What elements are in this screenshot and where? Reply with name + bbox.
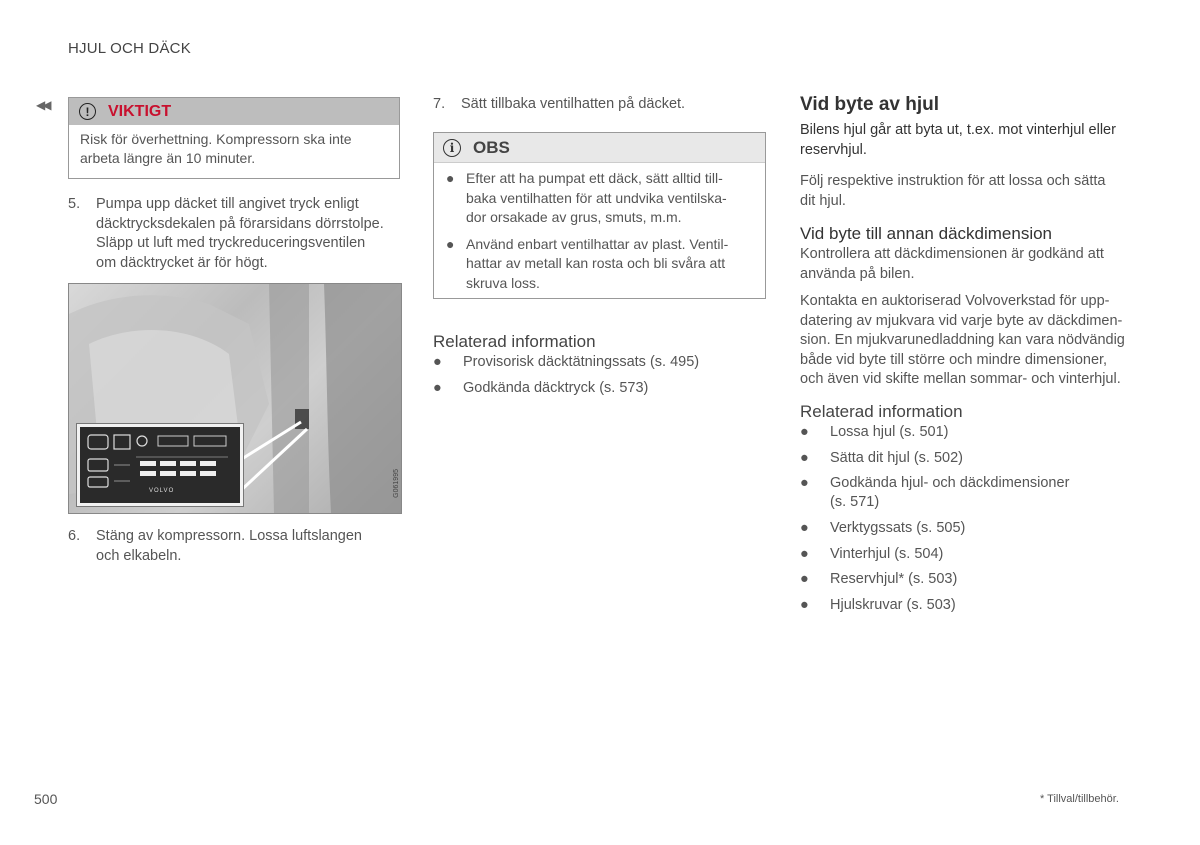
step-text [96,195,384,273]
warning-line: arbeta längre än 10 minuter. [80,150,256,166]
tire-pressure-label-photo [68,283,402,514]
bullet-icon: ● [446,235,455,252]
bullet-icon: ● [433,379,442,396]
related-link-label: Vinterhjul (s. 504) [830,545,944,562]
info-icon: i [443,139,461,157]
paragraph-line: Kontrollera att däckdimensionen är godkänd att [800,246,1104,262]
related-link[interactable] [433,353,763,379]
warning-text [69,125,399,173]
note-box [433,132,766,299]
bullet-icon: ● [800,571,809,587]
step-line: däcktrycksdekalen på förarsidans dörrstolpe. [96,215,384,232]
paragraph-2 [800,245,1145,284]
lead-line: reservhjul. [800,141,867,158]
bullet-icon: ● [433,354,442,370]
related-link[interactable] [800,474,1145,519]
paragraph-1 [800,172,1145,211]
related-info-list [433,353,763,404]
related-link-label: Hjulskruvar (s. 503) [830,596,956,613]
step-text: Sätt tillbaka ventilhatten på däcket. [461,96,686,112]
step-number: 5. [68,196,81,212]
note-line: dor orsakade av grus, smuts, m.m. [466,209,682,225]
related-link[interactable] [800,449,1145,475]
section-title: Vid byte av hjul [800,94,940,115]
step-text [96,527,362,566]
paragraph-line: Följ respektive instruktion för att lossa och sätta [800,173,1106,189]
bullet-icon: ● [446,170,455,186]
bullet-icon: ● [800,545,809,562]
related-link-label: Reservhjul* (s. 503) [830,571,958,587]
note-list [446,169,758,300]
footnote: * Tillval/tillbehör. [1040,793,1119,805]
bullet-icon: ● [800,596,809,613]
related-link[interactable] [800,596,1145,622]
related-info-heading: Relaterad information [800,402,963,421]
step-number: 6. [68,528,81,544]
paragraph-line: dit hjul. [800,192,846,209]
step-7 [433,95,773,115]
paragraph-3 [800,292,1145,390]
step-line: och elkabeln. [96,547,182,564]
paragraph-line: både vid byte till större och mindre dimensioner, [800,351,1108,368]
related-link[interactable] [433,379,763,405]
related-link-label: Godkända däcktryck (s. 573) [463,379,649,396]
paragraph-line: och även vid skifte mellan sommar- och vinterhjul. [800,371,1121,387]
warning-box [68,97,400,179]
decal-brand: VOLVO [149,488,175,494]
page-number: 500 [34,791,58,807]
related-link[interactable] [800,519,1145,545]
note-line: baka ventilhatten för att undvika ventilska- [466,189,727,206]
note-header [434,133,765,163]
image-code: G061995 [393,469,400,498]
paragraph-line: datering av mjukvara vid varje byte av däckdimen- [800,312,1123,329]
bullet-icon: ● [800,520,809,536]
bullet-icon: ● [800,424,809,440]
warning-title: VIKTIGT [108,102,172,120]
paragraph-line: Kontakta en auktoriserad Volvoverkstad för upp- [800,293,1110,309]
step-6 [68,527,408,567]
related-link-label: Godkända hjul- och däckdimensioner [830,475,1070,491]
bullet-icon: ● [800,449,809,466]
subsection-title: Vid byte till annan däckdimension [800,224,1053,243]
note-line: Efter att ha pumpat ett däck, sätt alltid till- [466,170,723,186]
paragraph-line: sion. En mjukvarunedladdning kan vara nödvändig [800,332,1125,348]
step-line: om däcktrycket är för högt. [96,254,268,271]
step-5 [68,195,408,275]
step-number: 7. [433,96,446,112]
note-item [446,235,758,294]
related-link-label: Lossa hjul (s. 501) [830,424,949,440]
paragraph-line: använda på bilen. [800,265,915,282]
bullet-icon: ● [800,475,809,491]
note-line: hattar av metall kan rosta och bli svåra att [466,255,726,271]
note-title: OBS [473,137,510,157]
related-link-label: Provisorisk däcktätningssats (s. 495) [463,354,700,370]
step-line: Stäng av kompressorn. Lossa luftslangen [96,528,362,544]
step-line: Släpp ut luft med tryckreduceringsventilen [96,235,366,251]
warning-icon: ! [79,103,96,120]
page-header: HJUL OCH DÄCK [68,40,191,57]
related-link[interactable] [800,570,1145,596]
section-lead [800,121,1140,160]
related-link[interactable] [800,423,1145,449]
note-line: Använd enbart ventilhattar av plast. Ventil- [466,235,729,252]
warning-line: Risk för överhettning. Kompressorn ska inte [80,131,352,147]
related-link-label: Verktygssats (s. 505) [830,520,966,536]
note-line: skruva loss. [466,274,540,291]
decal-graphic [80,427,234,497]
related-info-heading: Relaterad information [433,332,596,351]
related-link[interactable] [800,545,1145,571]
related-link-label: (s. 571) [830,494,880,510]
note-item [446,169,758,228]
back-arrow-icon[interactable]: ◀◀ [36,98,49,112]
related-link-label: Sätta dit hjul (s. 502) [830,449,963,466]
lead-line: Bilens hjul går att byta ut, t.ex. mot vinterhjul eller [800,122,1116,138]
warning-header [69,98,399,125]
step-line: Pumpa upp däcket till angivet tryck enligt [96,196,359,212]
related-info-list [800,423,1145,621]
